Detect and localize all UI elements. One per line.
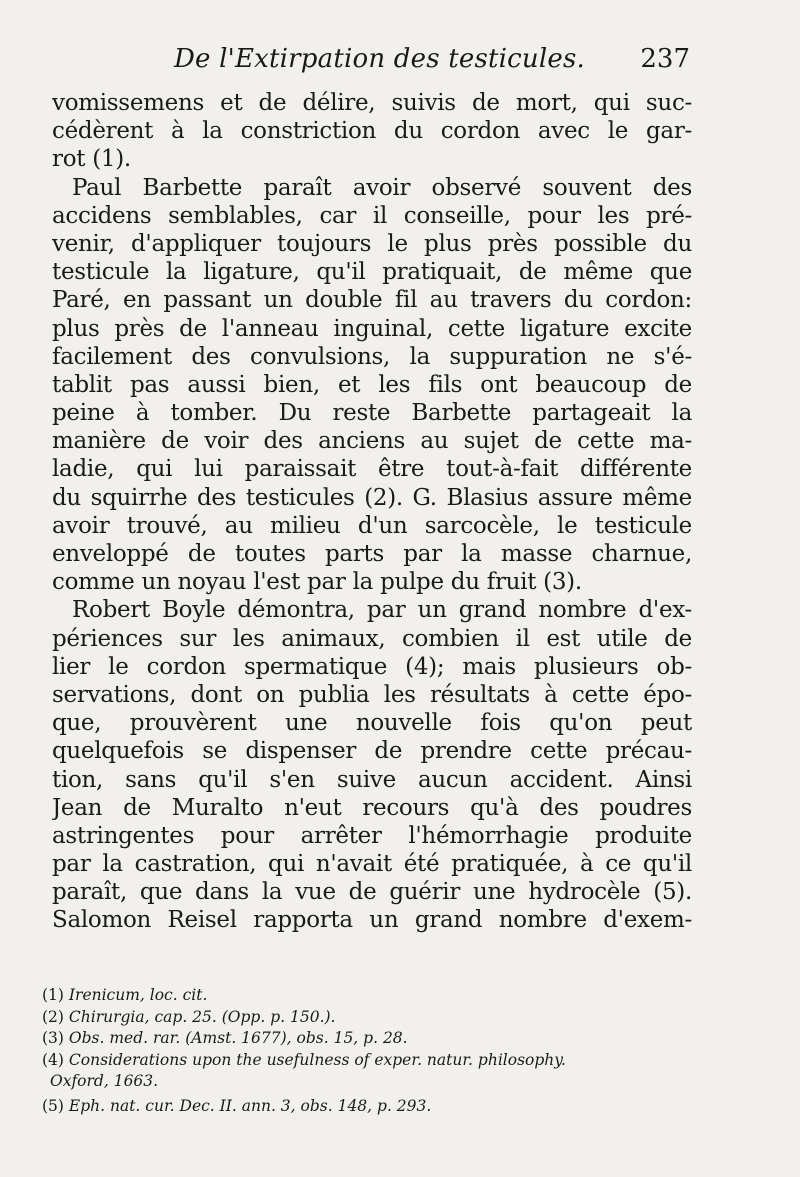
running-title: De l'Extirpation des testicules. [174,44,585,74]
text-line: Robert Boyle démontra, par un grand nombre d'ex- [72,597,692,624]
footnote-text: Chirurgia, cap. 25. (Opp. p. 150.). [68,1007,336,1026]
page-header [140,44,700,84]
text-line: vomissemens et de délire, suivis de mort, qui suc- [52,90,692,116]
footnote-text: Considerations upon the usefulness of exper. natur. philosophy. [68,1050,566,1069]
footnote-marker: (1) [42,986,64,1004]
text-line: enveloppé de toutes parts par la masse charnue, [52,541,692,567]
text-line: facilement des convulsions, la suppuration ne s'é- [52,343,692,370]
text-line: par la castration, qui n'avait été pratiquée, à ce qu'il [52,851,692,878]
footnote-continuation [42,1071,702,1093]
body-text [52,89,692,935]
text-line: que, prouvèrent une nouvelle fois qu'on peut [52,710,692,737]
footnote-text: Irenicum, loc. cit. [68,986,208,1004]
text-line: Salomon Reisel rapporta un grand nombre d'exem- [52,907,692,934]
text-line: tablit pas aussi bien, et les fils ont beaucoup de [52,371,692,398]
page-number: 237 [640,44,690,74]
text-line: avoir trouvé, au milieu d'un sarcocèle, le testicule [52,512,692,539]
text-line: servations, dont on publia les résultats à cette épo- [52,681,692,708]
footnote-marker: (5) [42,1096,64,1115]
footnote-marker: (2) [42,1007,64,1026]
text-line: Jean de Muralto n'eut recours qu'à des poudres [52,794,692,821]
footnote-text: Eph. nat. cur. Dec. II. ann. 3, obs. 148, p. 293. [68,1096,432,1115]
text-line: accidens semblables, car il conseille, pour les pré- [52,202,692,229]
footnote-marker: (3) [42,1029,64,1047]
text-line: périences sur les animaux, combien il est utile de [52,625,692,652]
text-line: manière de voir des anciens au sujet de cette ma- [52,428,692,455]
text-line: Paul Barbette paraît avoir observé souvent des [72,174,692,201]
text-line: lier le cordon spermatique (4); mais plusieurs ob- [52,653,692,680]
text-line: paraît, que dans la vue de guérir une hydrocèle (5). [52,879,692,906]
footnote [42,1028,702,1050]
footnote-text: Oxford, 1663. [50,1072,159,1090]
text-line: tion, sans qu'il s'en suive aucun accident. Ainsi [52,766,692,793]
text-line: plus près de l'anneau inguinal, cette ligature excite [52,315,692,342]
text-line: quelquefois se dispenser de prendre cette précau- [52,738,692,765]
text-line: cédèrent à la constriction du cordon avec le gar- [52,118,692,145]
footnote-marker: (4) [42,1050,64,1069]
text-line: testicule la ligature, qu'il pratiquait, de même que [52,259,692,286]
footnotes [42,985,702,1117]
footnote-text: Obs. med. rar. (Amst. 1677), obs. 15, p. 28. [68,1029,408,1047]
text-line: Paré, en passant un double fil au travers du cordon: [52,287,692,314]
text-line: peine à tomber. Du reste Barbette partageait la [52,400,692,427]
text-line: astringentes pour arrêter l'hémorrhagie produite [52,822,692,849]
text-line: comme un noyau l'est par la pulpe du fruit (3). [52,569,582,596]
footnote [42,985,702,1007]
text-line: rot (1). [52,146,131,173]
footnote [42,1096,702,1118]
text-line: ladie, qui lui paraissait être tout-à-fait différente [52,456,692,483]
footnote [42,1007,702,1029]
text-line: venir, d'appliquer toujours le plus près possible du [52,230,692,257]
footnote [42,1050,702,1072]
text-line: du squirrhe des testicules (2). G. Blasius assure même [52,484,692,511]
